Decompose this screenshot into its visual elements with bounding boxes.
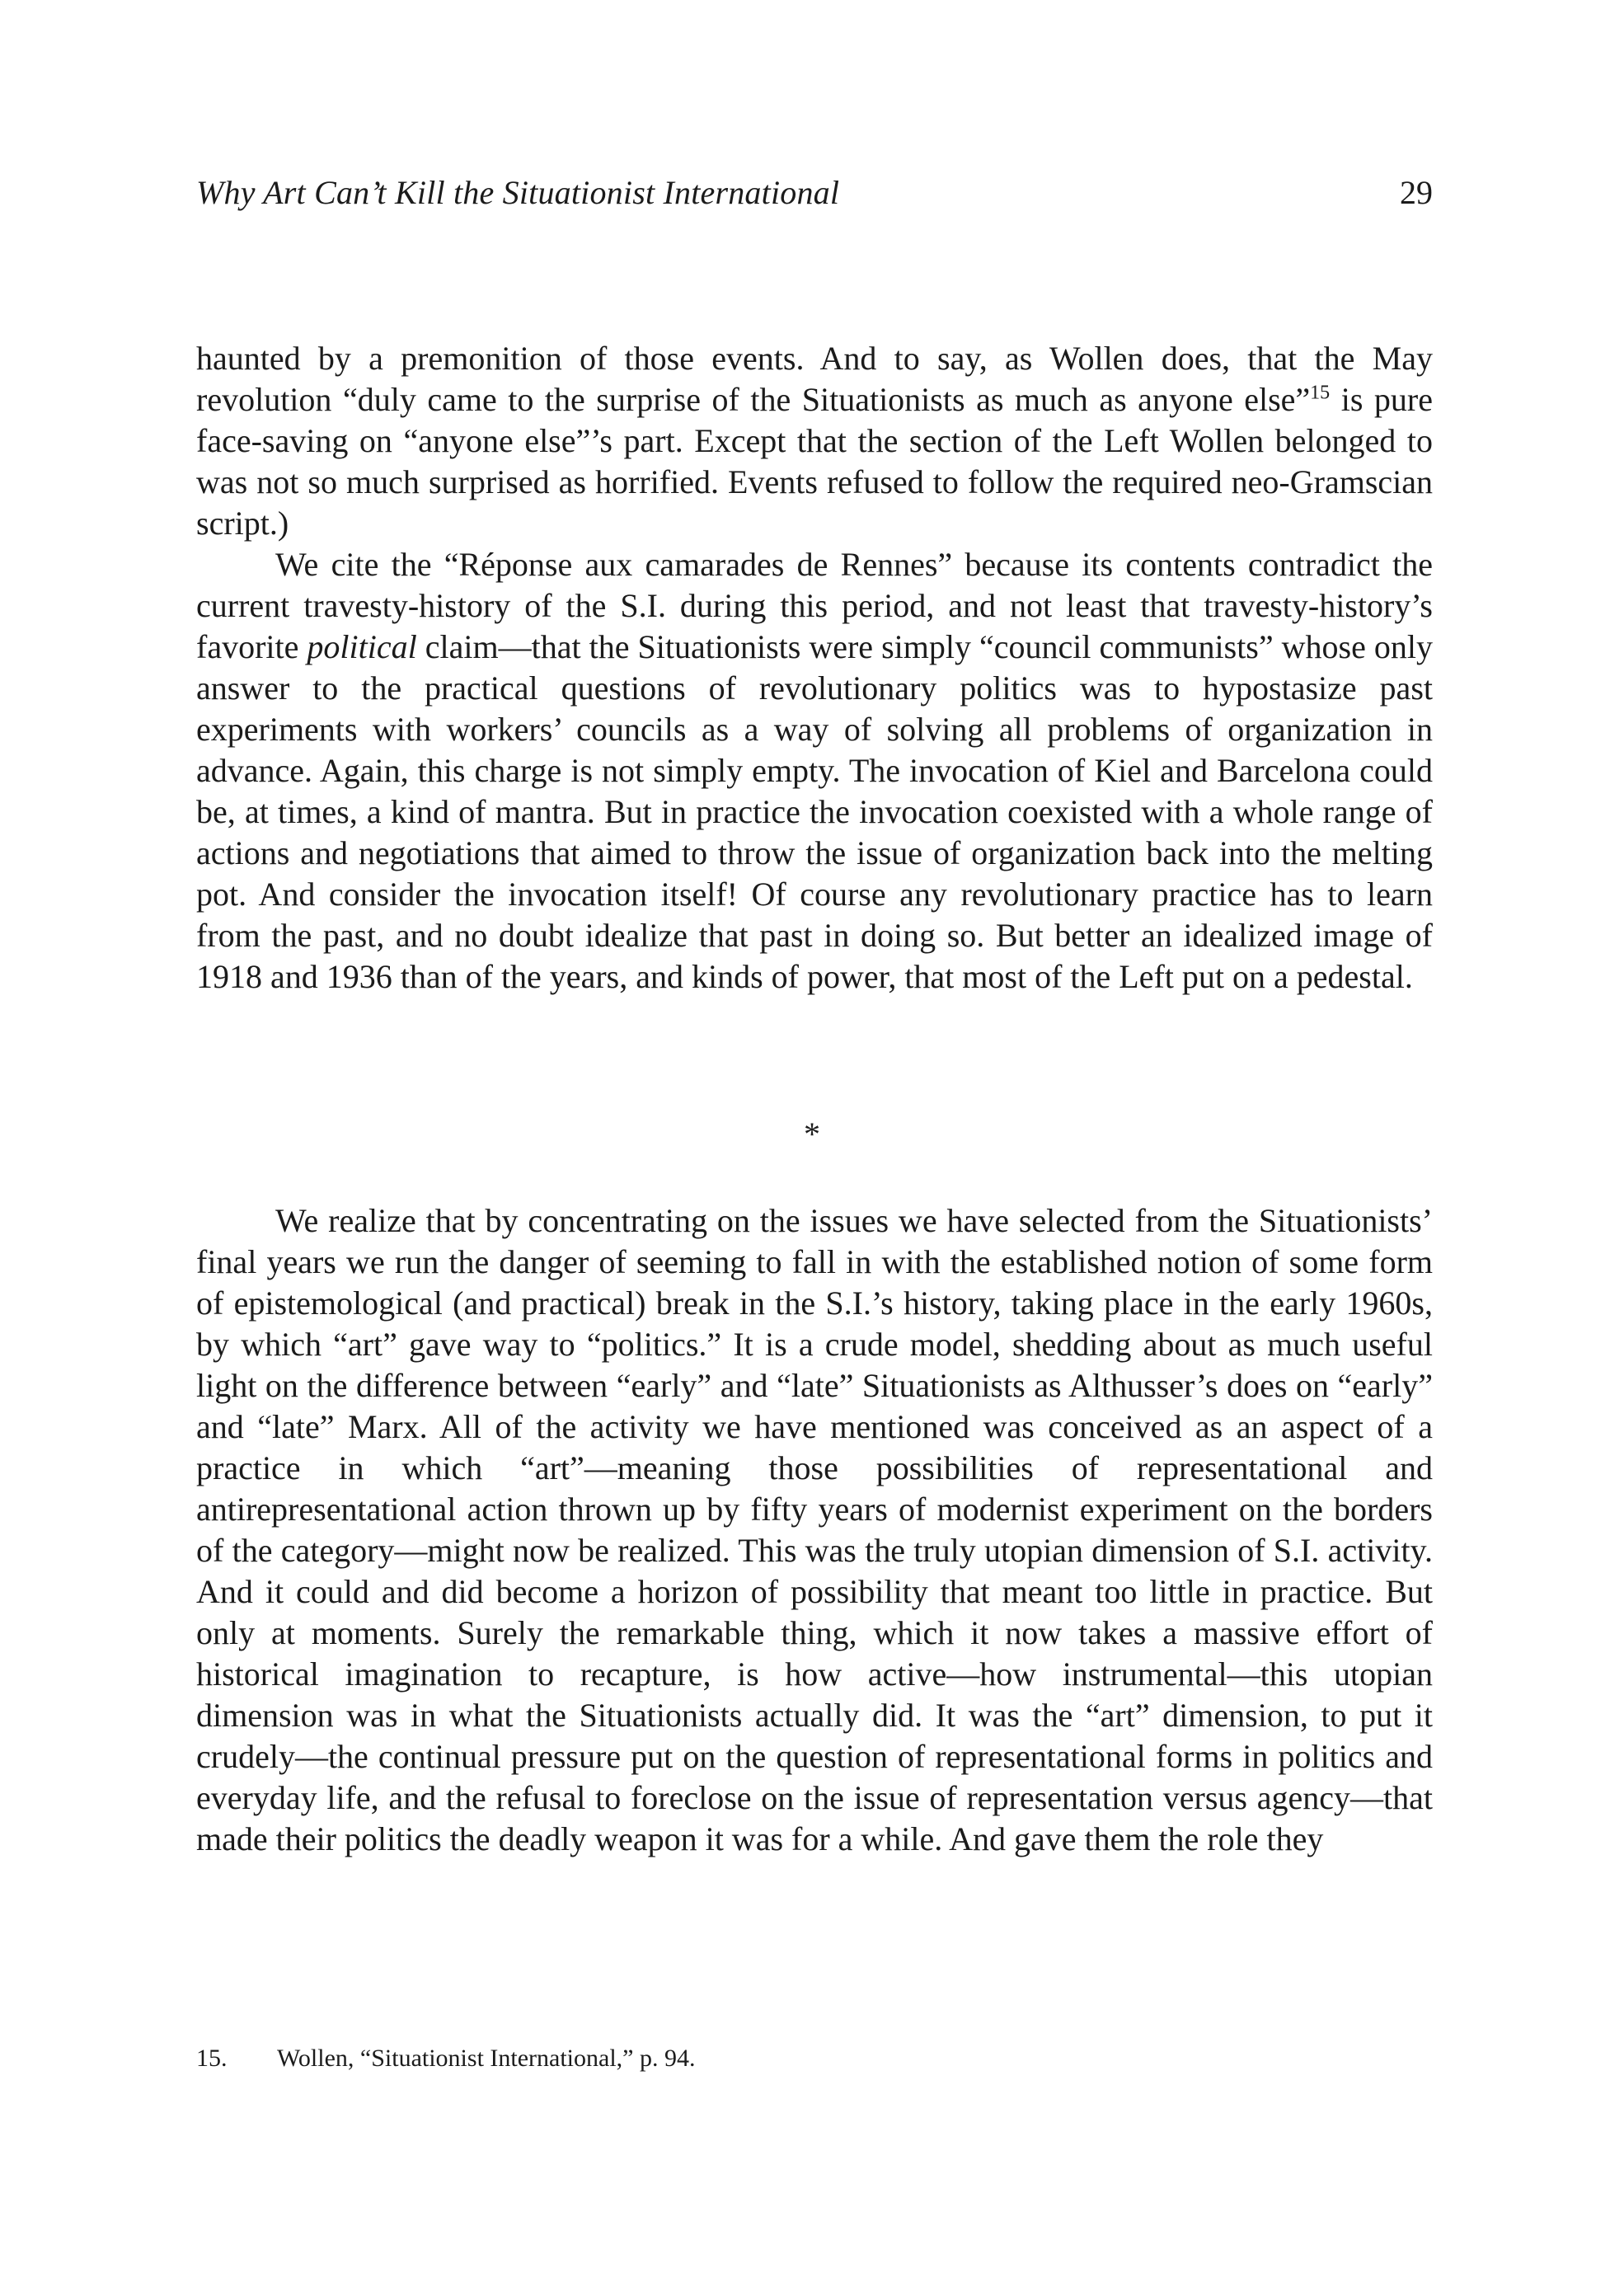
section-break: *: [804, 1115, 820, 1153]
body-text-lower: [196, 1200, 1433, 1860]
footnote-number: 15.: [196, 2045, 228, 2072]
emphasis-text: political: [307, 628, 417, 665]
paragraph: [196, 544, 1433, 998]
paragraph-text: claim—that the Situationists were simply “council communists” whose only answer to the practical questions of revolutionary politics was to hypostasize past experiments with workers’ councils as a way of solving all problems of organization in advance. Again, this charge is not simply empty. The invocation of Kiel and Barcelona could be, at times, a kind of mantra. But in practice the invocation coexisted with a whole range of actions and negotiations that aimed to throw the issue of organization back into the melting pot. And consider the invocation itself! Of course any revolutionary practice has to learn from the past, and no doubt idealize that past in doing so. But better an idealized image of 1918 and 1936 than of the years, and kinds of power, that most of the Left put on a pedestal.: [196, 628, 1434, 995]
footnote: [196, 2043, 1433, 2074]
paragraph-text: haunted by a premonition of those events. And to say, as Wollen does, that the May revolution “duly came to the surprise of the Situationists as much as anyone else”: [196, 340, 1433, 418]
body-text-upper: [196, 338, 1433, 998]
paragraph-text: We cite the “Réponse aux camarades de Rennes” because its contents contradict the current travesty-history of the S.I. during this period, and not least that travesty-history’s favorite: [196, 546, 1433, 665]
page-number: 29: [1400, 174, 1433, 211]
paragraph: We realize that by concentrating on the issues we have selected from the Situationists’ final years we run the danger of seeming to fall in with the established notion of some form of epistemological (and practical) break in the S.I.’s history, taking place in the early 1960s, by which “art” gave way to “politics.” It is a crude model, shedding about as much useful light on the difference between “early” and “late” Situationists as Althusser’s does on “early” and “late” Marx. All of the activity we have mentioned was conceived as an aspect of a practice in which “art”—meaning those possibilities of representational and antirepresentational action thrown up by fifty years of modernist experiment on the borders of the category—might now be realized. This was the truly utopian dimension of S.I. activity. And it could and did become a horizon of possibility that meant too little in practice. But only at moments. Surely the remarkable thing, which it now takes a massive effort of historical imagination to recapture, is how active—how instrumental—this utopian dimension was in what the Situationists actually did. It was the “art” dimension, to put it crudely—the continual pressure put on the question of representational forms in politics and everyday life, and the refusal to foreclose on the issue of representation versus agency—that made their politics the deadly weapon it was for a while. And gave them the role they: [196, 1202, 1433, 1857]
running-title: Why Art Can’t Kill the Situationist International: [196, 174, 840, 211]
paragraph-text: is pure face-saving on “anyone else”’s part. Except that the section of the Left Wollen belonged to was not so much surprised as horrified. Events refused to follow the required neo-Gramscian script.): [196, 381, 1433, 542]
footnote-reference: 15: [1310, 382, 1331, 404]
footnote-text: Wollen, “Situationist International,” p. 94.: [277, 2045, 696, 2072]
paragraph-continued: [196, 338, 1433, 544]
